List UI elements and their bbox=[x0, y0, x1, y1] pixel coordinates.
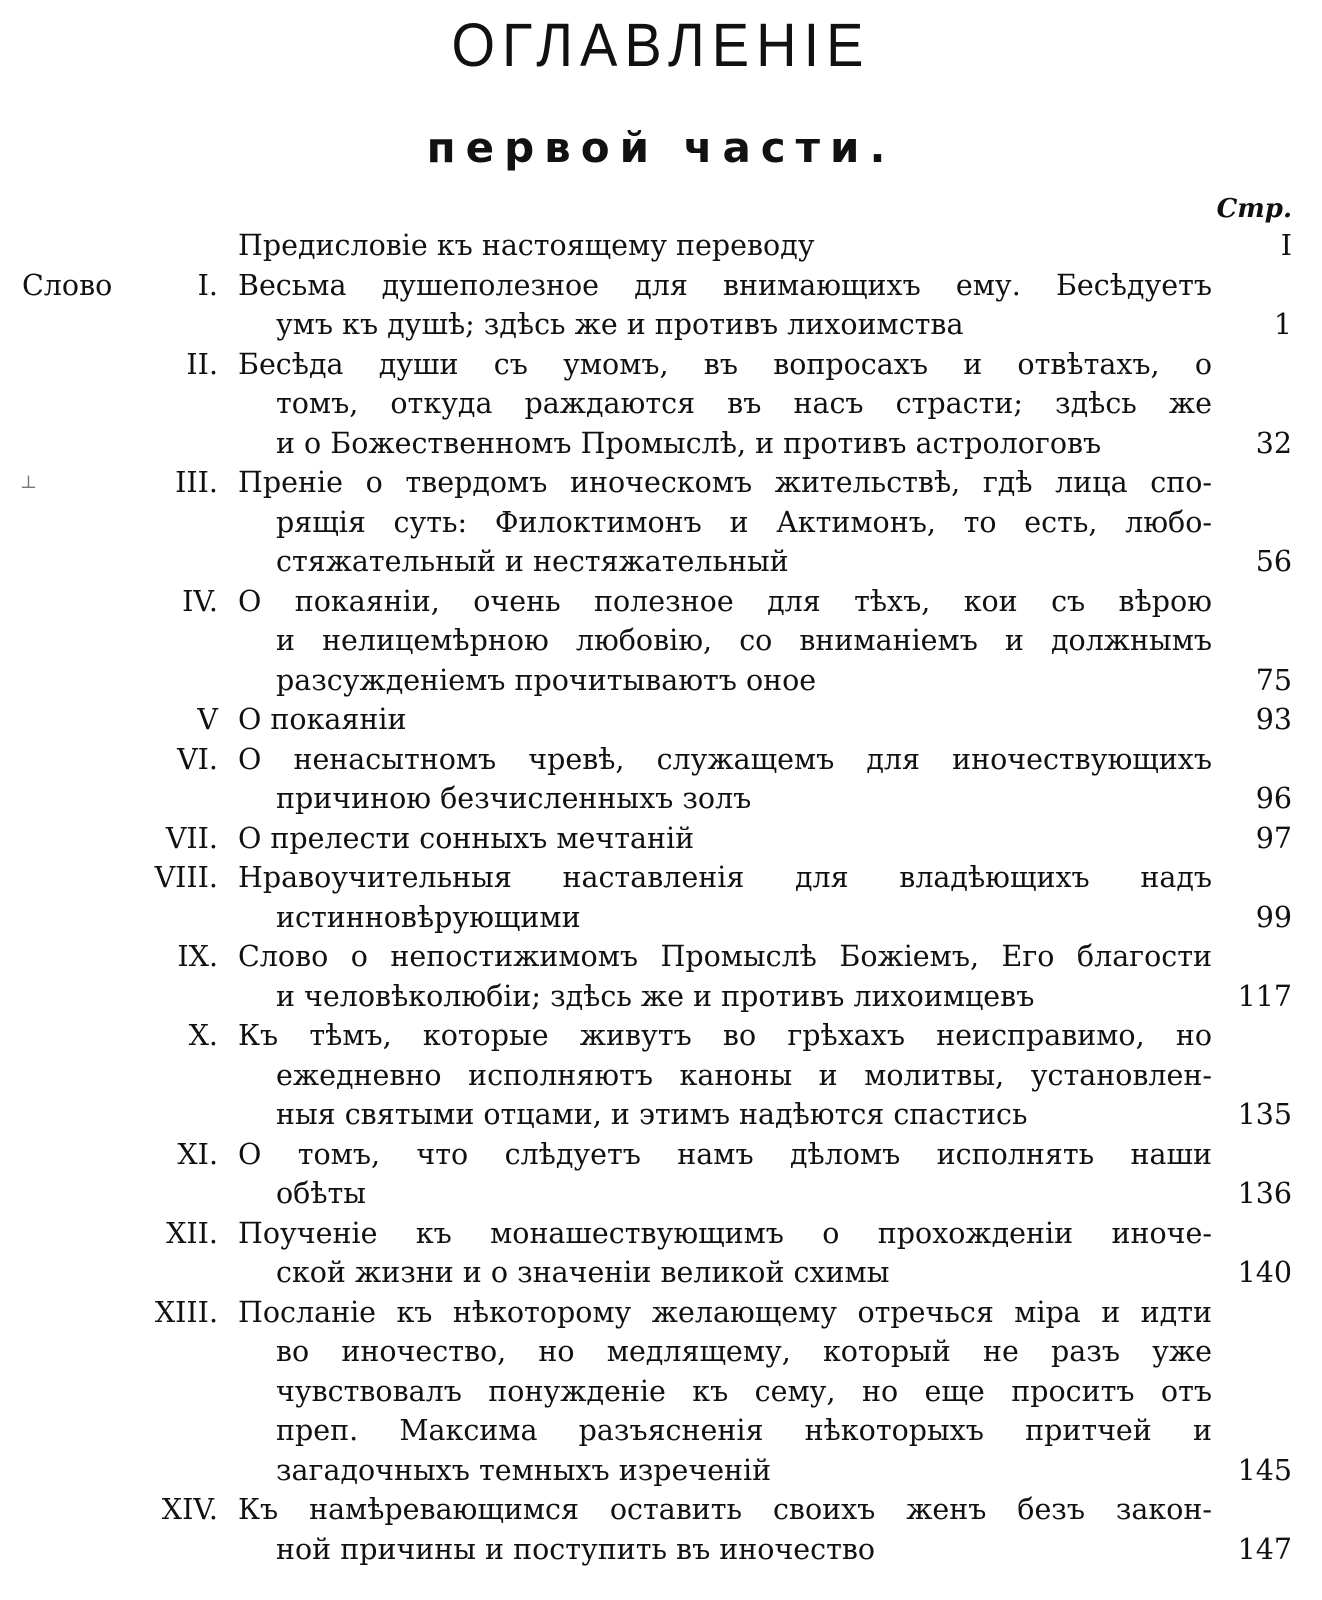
toc-line bbox=[0, 384, 1322, 424]
toc-line bbox=[0, 740, 1322, 780]
toc-line bbox=[0, 1056, 1322, 1096]
toc-page-number: 75 bbox=[1255, 663, 1292, 697]
toc-numeral: V bbox=[197, 703, 218, 736]
toc-line bbox=[0, 1095, 1322, 1135]
toc-line bbox=[0, 1214, 1322, 1254]
toc-numeral: III. bbox=[175, 466, 218, 499]
toc-page-number: 136 bbox=[1237, 1177, 1292, 1210]
toc-entry-text: стяжательный и нестяжательный bbox=[276, 545, 789, 578]
toc-entry-text: Посланіе къ нѣкоторому желающему отречься міра и идти bbox=[238, 1295, 1212, 1329]
toc-entry bbox=[0, 700, 1322, 740]
toc-line bbox=[0, 582, 1322, 622]
toc-entry-text: Къ намѣревающимся оставить своихъ женъ безъ закон- bbox=[238, 1493, 1212, 1526]
toc-page-number: 1 bbox=[1273, 308, 1292, 341]
toc-entry bbox=[0, 582, 1322, 701]
toc-line bbox=[0, 266, 1322, 306]
toc-entry bbox=[0, 266, 1322, 345]
toc-line bbox=[0, 345, 1322, 385]
toc-entry-text: и нелицемѣрною любовію, со вниманіемъ и должнымъ bbox=[276, 624, 1212, 657]
toc-line bbox=[0, 1332, 1322, 1372]
toc-entry bbox=[0, 819, 1322, 859]
toc-entry-text: во иночество, но медлящему, который не разъ уже bbox=[276, 1335, 1212, 1368]
toc-page-number: 97 bbox=[1255, 821, 1292, 855]
toc-line bbox=[0, 1372, 1322, 1412]
toc-line bbox=[0, 779, 1322, 819]
toc-entry-text: рящія суть: Филоктимонъ и Актимонъ, то есть, любо- bbox=[276, 505, 1212, 539]
toc-line bbox=[0, 1530, 1322, 1570]
toc-numeral: VIII. bbox=[154, 861, 218, 894]
toc-line bbox=[0, 661, 1322, 701]
toc-page-number: 117 bbox=[1237, 979, 1292, 1013]
toc-entry-text: О томъ, что слѣдуетъ намъ дѣломъ исполнять наши bbox=[238, 1137, 1212, 1171]
toc-line bbox=[0, 700, 1322, 740]
toc-entry-text: О прелести сонныхъ мечтаній bbox=[238, 821, 695, 855]
toc-entry-text: ныя святыми отцами, и этимъ надѣются спастись bbox=[276, 1098, 1028, 1131]
toc-entry-text: разсужденіемъ прочитываютъ оное bbox=[276, 663, 817, 697]
toc-line bbox=[0, 1293, 1322, 1333]
page-column-header: Стр. bbox=[1216, 194, 1292, 224]
toc-page-number: 56 bbox=[1255, 545, 1292, 578]
toc-line bbox=[0, 226, 1322, 266]
toc-entry-text: Къ тѣмъ, которые живутъ во грѣхахъ неисправимо, но bbox=[238, 1019, 1212, 1052]
margin-mark: ⊥ bbox=[20, 472, 37, 493]
toc-entry-text: загадочныхъ темныхъ изреченій bbox=[276, 1453, 772, 1487]
toc-entry-text: причиною безчисленныхъ золъ bbox=[276, 782, 752, 815]
toc-line bbox=[0, 305, 1322, 345]
toc-line bbox=[0, 1253, 1322, 1293]
toc-entry bbox=[0, 1293, 1322, 1491]
toc-line bbox=[0, 463, 1322, 503]
toc-numeral: IX. bbox=[177, 940, 218, 973]
toc-entry-text: Бесѣда души съ умомъ, въ вопросахъ и отвѣтахъ, о bbox=[238, 347, 1212, 381]
toc-entry-text: Нравоучительныя наставленія для владѣющихъ надъ bbox=[238, 861, 1212, 894]
toc-entry-text: О покаяніи bbox=[238, 703, 407, 736]
toc-entry bbox=[0, 1135, 1322, 1214]
toc-entry-text: истинновѣрующими bbox=[276, 900, 581, 934]
toc-entry bbox=[0, 1214, 1322, 1293]
toc-line bbox=[0, 819, 1322, 859]
toc-entry-text: Слово о непостижимомъ Промыслѣ Божіемъ, Его благости bbox=[238, 940, 1212, 973]
toc-line bbox=[0, 937, 1322, 977]
toc-page-number: 96 bbox=[1255, 782, 1292, 815]
toc-entry-text: томъ, откуда раждаются въ насъ страсти; здѣсь же bbox=[276, 387, 1212, 420]
toc-lead-word: Слово bbox=[22, 268, 113, 302]
toc-line bbox=[0, 1451, 1322, 1491]
toc-entry-text: О покаяніи, очень полезное для тѣхъ, кои съ вѣрою bbox=[238, 584, 1212, 618]
toc-entry-text: Весьма душеполезное для внимающихъ ему. Бесѣдуетъ bbox=[238, 268, 1212, 302]
toc-line bbox=[0, 424, 1322, 464]
toc-entry-text: и человѣколюбіи; здѣсь же и противъ лихоимцевъ bbox=[276, 979, 1035, 1013]
toc-entry-text: ежедневно исполняютъ каноны и молитвы, установлен- bbox=[276, 1058, 1212, 1092]
toc-page-number: 145 bbox=[1237, 1453, 1292, 1487]
toc-entry bbox=[0, 858, 1322, 937]
toc-entry-text: ной причины и поступить въ иночество bbox=[276, 1532, 876, 1566]
toc-line bbox=[0, 858, 1322, 898]
toc-numeral: XIV. bbox=[161, 1493, 218, 1526]
toc-entry-text: обѣты bbox=[276, 1177, 366, 1210]
toc-entry-text: преп. Максима разъясненія нѣкоторыхъ притчей и bbox=[276, 1414, 1212, 1447]
table-of-contents bbox=[0, 226, 1322, 1569]
toc-entry-text: и о Божественномъ Промыслѣ, и противъ астрологовъ bbox=[276, 426, 1102, 460]
toc-page-number: 93 bbox=[1255, 703, 1292, 736]
toc-line bbox=[0, 1411, 1322, 1451]
toc-numeral: XIII. bbox=[154, 1295, 218, 1329]
toc-line bbox=[0, 1490, 1322, 1530]
toc-entry bbox=[0, 463, 1322, 582]
toc-entry bbox=[0, 937, 1322, 1016]
toc-page-number: 99 bbox=[1255, 900, 1292, 934]
toc-entry-text: чувствовалъ понужденіе къ сему, но еще проситъ отъ bbox=[276, 1374, 1212, 1408]
toc-line bbox=[0, 1135, 1322, 1175]
page-subtitle: первой части. bbox=[426, 123, 896, 172]
toc-numeral: X. bbox=[188, 1019, 218, 1052]
toc-page-number: 140 bbox=[1237, 1256, 1292, 1289]
toc-entry-text: умъ къ душѣ; здѣсь же и противъ лихоимства bbox=[276, 308, 964, 341]
toc-numeral: VI. bbox=[177, 742, 218, 776]
toc-numeral: I. bbox=[197, 268, 218, 302]
toc-page-number: 147 bbox=[1237, 1532, 1292, 1566]
toc-entry-text: ской жизни и о значеніи великой схимы bbox=[276, 1256, 890, 1289]
toc-line bbox=[0, 1174, 1322, 1214]
page-title: ОГЛАВЛЕНІЕ bbox=[451, 9, 871, 80]
toc-entry bbox=[0, 740, 1322, 819]
toc-numeral: XI. bbox=[177, 1137, 218, 1171]
toc-page-number: I bbox=[1280, 229, 1292, 262]
toc-entry bbox=[0, 1490, 1322, 1569]
toc-entry-text: Преніе о твердомъ иноческомъ жительствѣ, гдѣ лица спо- bbox=[238, 466, 1212, 499]
toc-entry-text: О ненасытномъ чревѣ, служащемъ для иночествующихъ bbox=[238, 742, 1212, 776]
toc-entry-text: Поученіе къ монашествующимъ о прохожденіи иноче- bbox=[238, 1216, 1212, 1250]
toc-numeral: VII. bbox=[165, 821, 218, 855]
toc-page-number: 32 bbox=[1255, 426, 1292, 460]
toc-entry bbox=[0, 226, 1322, 266]
toc-numeral: XII. bbox=[166, 1216, 218, 1250]
toc-line bbox=[0, 542, 1322, 582]
toc-entry bbox=[0, 1016, 1322, 1135]
toc-line bbox=[0, 621, 1322, 661]
toc-line bbox=[0, 977, 1322, 1017]
toc-line bbox=[0, 1016, 1322, 1056]
toc-line bbox=[0, 503, 1322, 543]
toc-line bbox=[0, 898, 1322, 938]
toc-numeral: II. bbox=[186, 347, 218, 381]
toc-page-number: 135 bbox=[1237, 1098, 1292, 1131]
toc-entry-text: Предисловіе къ настоящему переводу bbox=[238, 229, 815, 262]
toc-entry bbox=[0, 345, 1322, 464]
toc-numeral: IV. bbox=[182, 584, 218, 618]
